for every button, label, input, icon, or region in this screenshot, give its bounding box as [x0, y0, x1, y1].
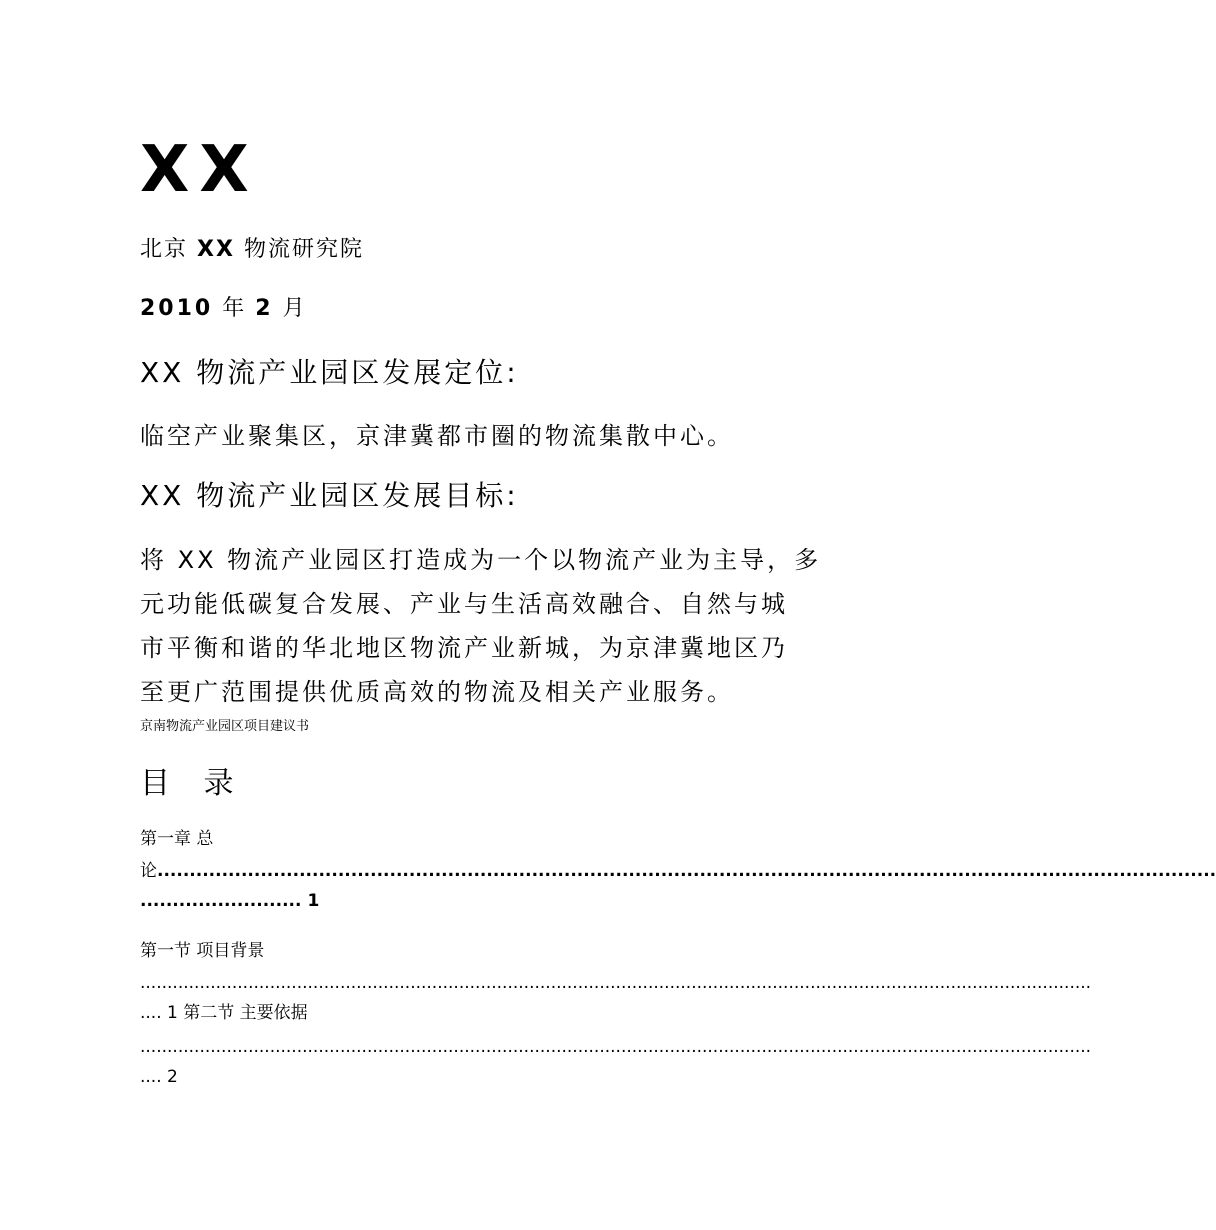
positioning-heading: XX 物流产业园区发展定位:: [140, 356, 519, 389]
goal-line: 元功能低碳复合发展、产业与生活高效融合、自然与城: [140, 590, 788, 618]
date-year: 2010: [140, 296, 214, 321]
toc-section2-page: 2: [167, 1067, 178, 1087]
positioning-text: 临空产业聚集区，京津冀都市圈的物流集散中心。: [140, 422, 734, 450]
org-bold: XX: [197, 237, 235, 262]
date-month: 2: [255, 296, 274, 321]
toc-section1-page-line: [140, 1000, 808, 1026]
dot-leader: ....................................................................................................................................................................: [157, 861, 1216, 881]
cover-title: XX: [140, 133, 259, 207]
date-month-unit: 月: [282, 296, 307, 321]
dot-leader: ....: [140, 1067, 168, 1087]
toc-chapter1-label: 第一章 总: [140, 829, 214, 849]
organization-name: [140, 235, 364, 265]
toc-chapter1-page: 1: [307, 891, 320, 911]
cover-date: [140, 294, 307, 324]
toc-section2-page-line: [140, 1064, 808, 1090]
dot-leader: ....: [140, 1003, 168, 1023]
header-note: 京南物流产业园区项目建议书: [140, 719, 310, 734]
toc-section2-leader: ................................................................................................................................................................................: [140, 1037, 1092, 1057]
toc-section2-label: 第二节 主要依据: [183, 1003, 308, 1023]
toc-chapter1-page-line: [140, 888, 808, 914]
dot-leader: .........................: [140, 891, 302, 911]
org-suffix: 物流研究院: [243, 237, 364, 262]
goal-paragraph: [140, 538, 820, 714]
toc-section1-page: 1: [167, 1003, 178, 1023]
toc-title: 目 录: [140, 766, 246, 801]
toc-section1-leader: ................................................................................................................................................................................: [140, 973, 1092, 993]
goal-heading: XX 物流产业园区发展目标:: [140, 479, 519, 512]
toc-chapter1-label-end: 论: [140, 861, 157, 881]
goal-line: 市平衡和谐的华北地区物流产业新城，为京津冀地区乃: [140, 634, 788, 662]
goal-line: 将 XX 物流产业园区打造成为一个以物流产业为主导，多: [140, 546, 822, 574]
toc-section1-label: 第一节 项目背景: [140, 941, 265, 961]
org-prefix: 北京: [140, 237, 189, 262]
goal-line: 至更广范围提供优质高效的物流及相关产业服务。: [140, 678, 734, 706]
toc-chapter1-leader: [140, 858, 1216, 884]
date-year-unit: 年: [222, 296, 247, 321]
